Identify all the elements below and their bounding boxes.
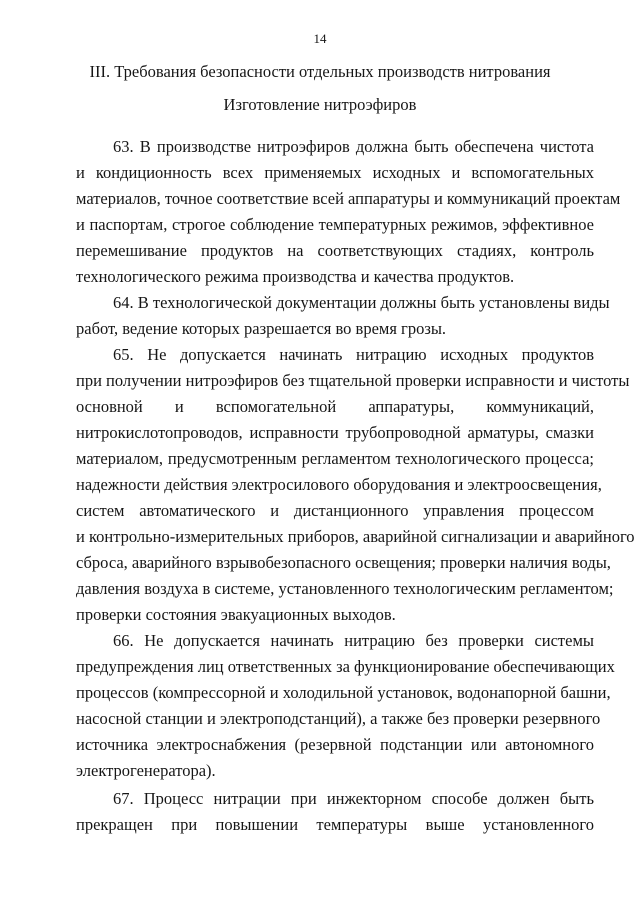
text-line: 64. В технологической документации должны быть установлены виды: [113, 293, 610, 312]
page-number: 14: [313, 31, 327, 46]
text-line: насосной станции и электроподстанций), а также без проверки резервного: [76, 709, 601, 728]
text-line: материалом, предусмотренным регламентом технологического процесса;: [76, 449, 594, 468]
text-line: проверки состояния эвакуационных выходов.: [76, 605, 396, 624]
text-line: основной и вспомогательной аппаратуры, коммуникаций,: [76, 397, 594, 416]
text-line: работ, ведение которых разрешается во время грозы.: [76, 319, 447, 338]
text-line: предупреждения лиц ответственных за функционирование обеспечивающих: [76, 657, 615, 676]
text-line: нитрокислотопроводов, исправности трубопроводной арматуры, смазки: [76, 423, 594, 442]
text-line: источника электроснабжения (резервной подстанции или автономного: [76, 735, 594, 754]
text-line: давления воздуха в системе, установленного технологическим регламентом;: [76, 579, 614, 598]
subsection-title: Изготовление нитроэфиров: [223, 95, 417, 114]
text-line: и контрольно-измерительных приборов, аварийной сигнализации и аварийного: [76, 527, 635, 546]
text-line: надежности действия электросилового оборудования и электроосвещения,: [76, 475, 602, 494]
text-line: прекращен при повышении температуры выше установленного: [76, 815, 594, 834]
text-line: систем автоматического и дистанционного управления процессом: [76, 501, 594, 520]
text-line: сброса, аварийного взрывобезопасного освещения; проверки наличия воды,: [76, 553, 611, 572]
text-line: процессов (компрессорной и холодильной установок, водонапорной башни,: [76, 683, 611, 702]
text-line: 67. Процесс нитрации при инжекторном способе должен быть: [113, 789, 594, 808]
section-title: III. Требования безопасности отдельных производств нитрования: [89, 62, 551, 81]
text-line: 66. Не допускается начинать нитрацию без проверки системы: [113, 631, 594, 650]
text-line: технологического режима производства и качества продуктов.: [76, 267, 515, 286]
text-line: материалов, точное соответствие всей аппаратуры и коммуникаций проектам: [76, 189, 621, 208]
text-line: и кондиционность всех применяемых исходных и вспомогательных: [76, 163, 594, 182]
text-line: при получении нитроэфиров без тщательной проверки исправности и чистоты: [76, 371, 630, 390]
text-line: электрогенератора).: [76, 761, 216, 780]
text-line: 65. Не допускается начинать нитрацию исходных продуктов: [113, 345, 594, 364]
text-line: перемешивание продуктов на соответствующих стадиях, контроль: [76, 241, 594, 260]
text-line: 63. В производстве нитроэфиров должна быть обеспечена чистота: [113, 137, 594, 156]
text-line: и паспортам, строгое соблюдение температурных режимов, эффективное: [76, 215, 594, 234]
